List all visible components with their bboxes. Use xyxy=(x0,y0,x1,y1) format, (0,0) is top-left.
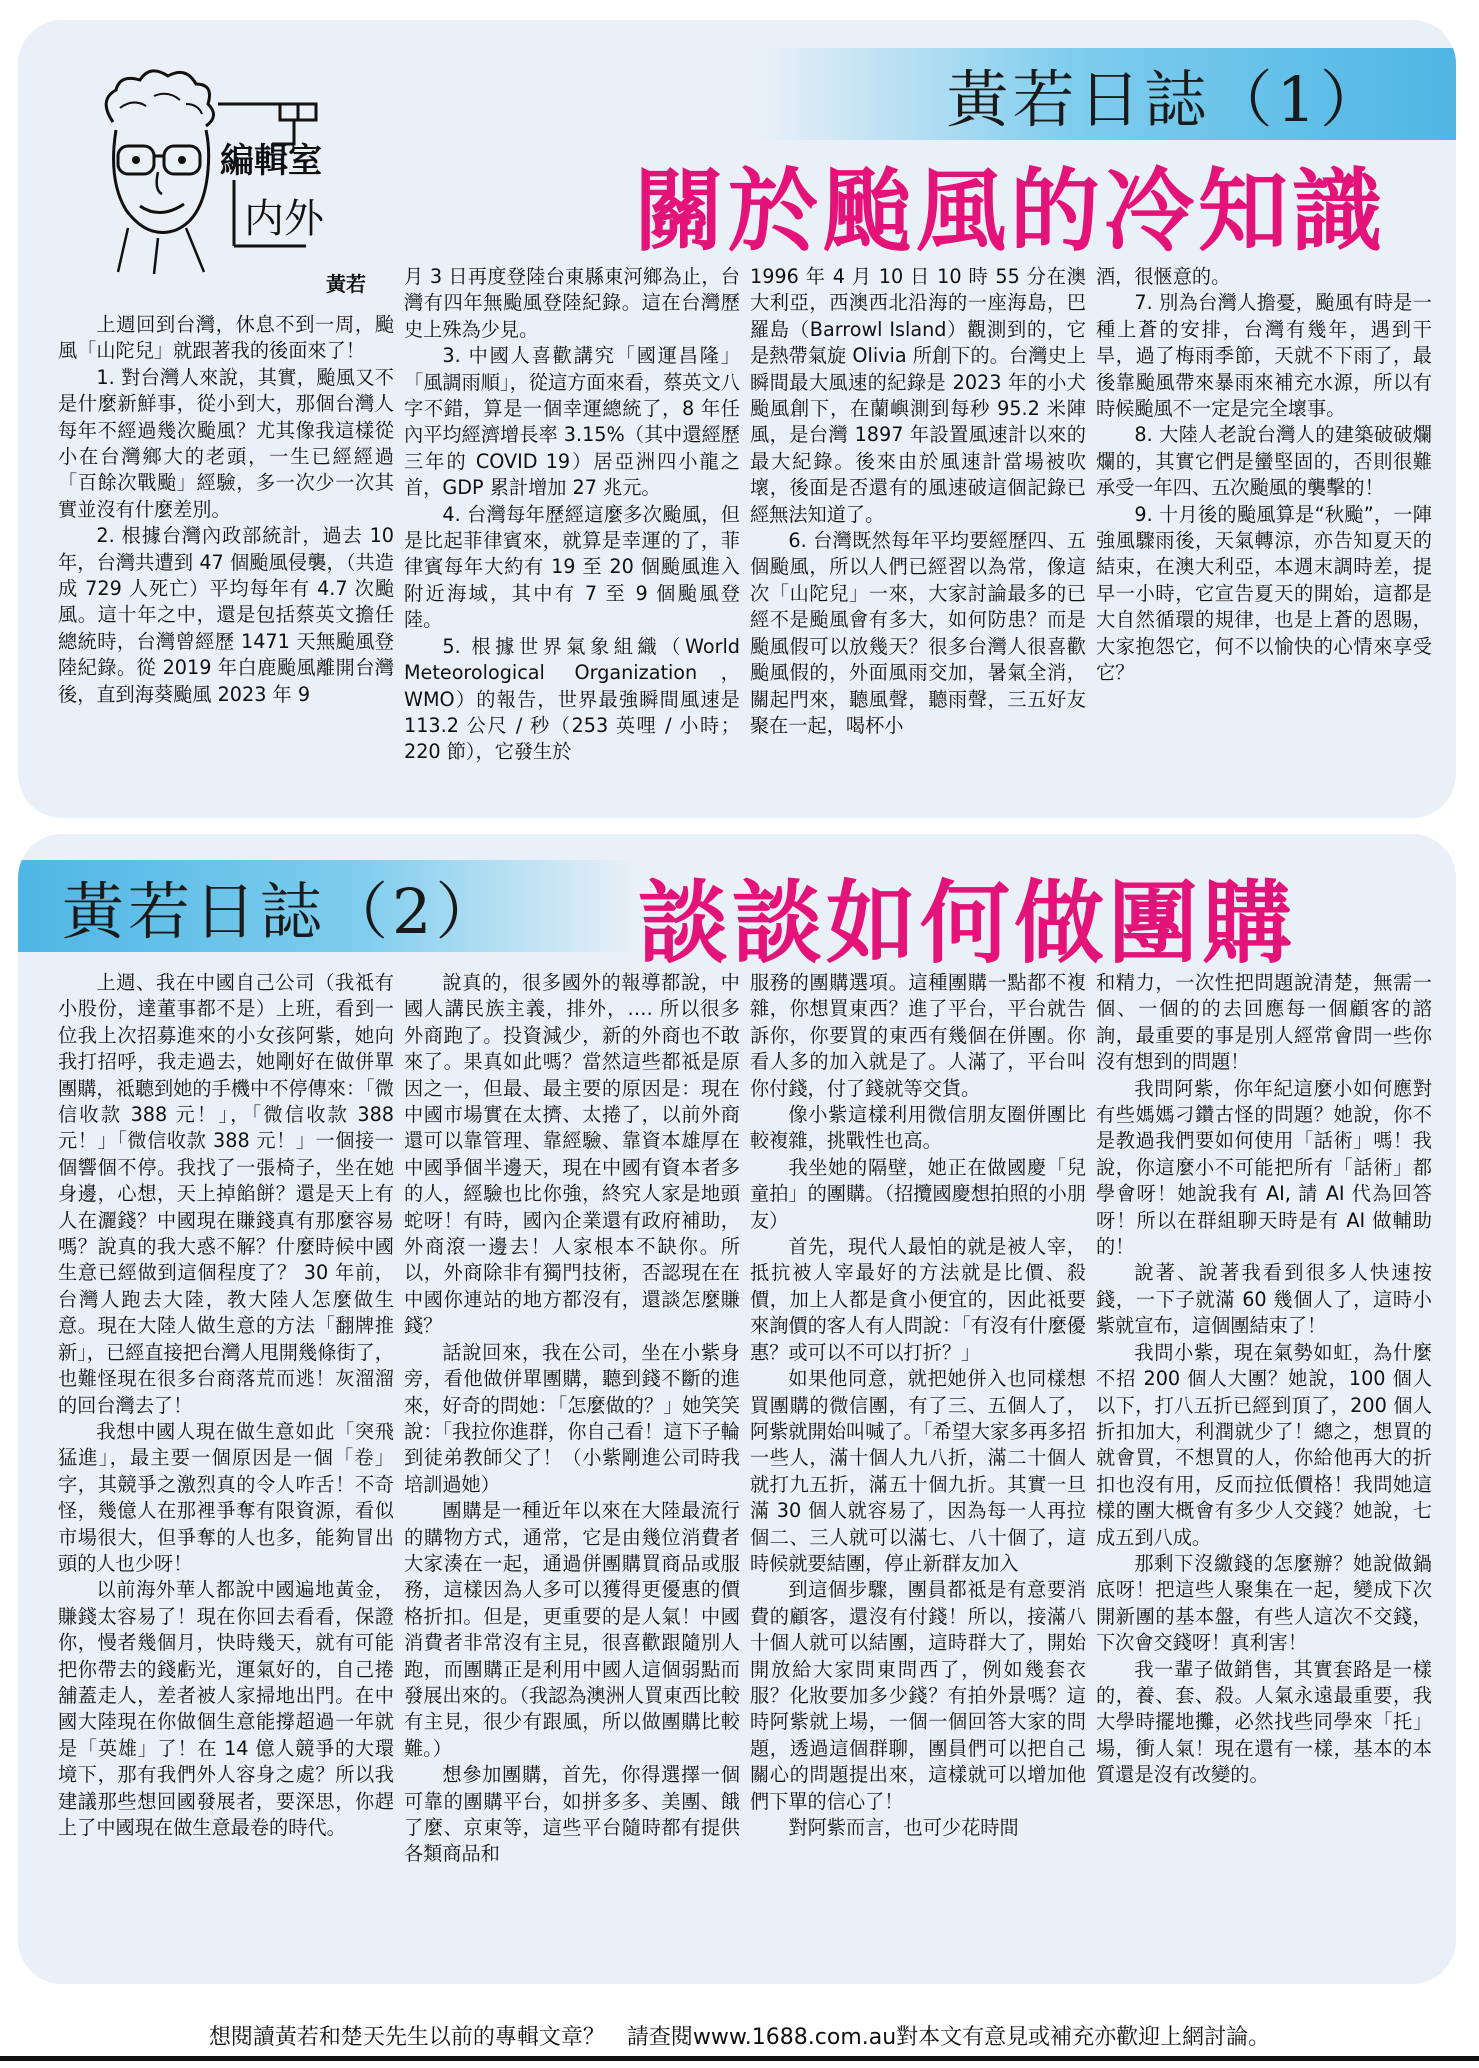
paragraph: 4. 台灣每年歷經這麼多次颱風，但是比起菲律賓來，就算是幸運的了，菲律賓每年大約有 19 至 20 個颱風進入附近海域，其中有 7 至 9 個颱風登陸。 xyxy=(404,502,740,632)
paragraph: 我問小紫，現在氣勢如虹，為什麼不招 200 個人大團？她說，100 個人以下，打八五折已經到頂了，200 個人折扣加大，利潤就少了！總之，想買的就會買，不想買的人，你給他再大的折扣也沒有用，反而拉低價格！我問她這樣的團大概會有多少人交錢？她說，七成五到八成。 xyxy=(1096,1340,1432,1549)
paragraph: 8. 大陸人老說台灣人的建築破破爛爛的，其實它們是蠻堅固的，否則很難承受一年四、五次颱風的襲擊的！ xyxy=(1096,423,1432,500)
paragraph: 那剩下沒繳錢的怎麼辦？她說做鍋底呀！把這些人聚集在一起，變成下次開新團的基本盤，有些人這次不交錢，下次會交錢呀！真利害！ xyxy=(1096,1551,1432,1655)
article-1-panel xyxy=(18,20,1456,818)
article-2-series-title: 黃若日誌（2） xyxy=(18,860,638,952)
article-2-panel xyxy=(18,834,1456,1984)
paragraph: 我一輩子做銷售，其實套路是一樣的，養、套、殺。人氣永遠最重要，我大學時擺地攤，必然找些同學來「托」場，衝人氣！現在還有一樣，基本的本質還是沒有改變的。 xyxy=(1096,1657,1432,1787)
paragraph: 我問阿紫，你年紀這麼小如何應對有些媽媽刁鑽古怪的問題？她說，你不是教過我們要如何使用「話術」嗎！我說，你這麼小不可能把所有「話術」都學會呀！她說我有 AI, 請 AI 代為回答呀！所以在群組聊天時是有 AI 做輔助的！ xyxy=(1096,1076,1432,1259)
paragraph: 到這個步驟，團員都祗是有意要消費的顧客，還沒有付錢！所以，接滿八十個人就可以結團，這時群大了，開始開放給大家問東問西了，例如幾套衣服？化妝要加多少錢？有拍外景嗎？這時阿紫就上場，一個一個回答大家的問題，透過這個群聊，團員們可以把自己關心的問題提出來，這樣就可以增加他們下單的信心了！ xyxy=(750,1578,1086,1813)
paragraph: 服務的團購選項。這種團購一點都不複雜，你想買東西？進了平台，平台就告訴你，你要買的東西有幾個在併團。你看人多的加入就是了。人滿了，平台叫你付錢，付了錢就等交貨。 xyxy=(750,971,1086,1100)
paragraph: 1. 對台灣人來說，其實，颱風又不是什麼新鮮事，從小到大，那個台灣人每年不經過幾次颱風？尤其像我這樣從小在台灣鄉大的老頭，一生已經經過「百餘次戰颱」經驗，多一次少一次其實並沒有什麼差別。 xyxy=(58,365,394,521)
footer-note: 想閱讀黃若和楚天先生以前的專輯文章？ 請查閱www.1688.com.au對本文有意見或補充亦歡迎上網討論。 xyxy=(208,2025,1271,2050)
paragraph: 3. 中國人喜歡講究「國運昌隆」「風調雨順」，從這方面來看，蔡英文八字不錯，算是一個幸運總統了，8 年任內平均經濟增長率 3.15%（其中還經歷三年的 COVID 19）居亞洲四小龍之首，GDP 累計增加 27 兆元。 xyxy=(404,344,740,500)
paragraph: 9. 十月後的颱風算是“秋颱”，一陣強風驟雨後，天氣轉涼，亦告知夏天的結束，在澳大利亞，本週末調時差，提早一小時，它宣告夏天的開始，這都是大自然循環的規律，也是上蒼的恩賜，大家抱怨它，何不以愉快的心情來享受它？ xyxy=(1096,502,1432,685)
paragraph: 7. 別為台灣人擔憂，颱風有時是一種上蒼的安排，台灣有幾年，遇到干旱，過了梅雨季節，天就不下雨了，最後靠颱風帶來暴雨來補充水源，所以有時候颱風不一定是完全壞事。 xyxy=(1096,291,1432,421)
article-1-column-3 xyxy=(750,264,1086,739)
paragraph: 首先，現代人最怕的就是被人宰，抵抗被人宰最好的方法就是比價、殺價，加上人都是貪小便宜的，因此祗要來詢價的客人有人問說：「有沒有什麼優惠？或可以不可以打折？」 xyxy=(750,1235,1086,1364)
article-1-headline: 關於颱風的冷知識 xyxy=(634,159,1386,264)
paragraph: 5. 根據世界氣象組織（World Meteorological Organization，WMO）的報告，世界最強瞬間風速是 113.2 公尺 / 秒（253 英哩 / 小時；220 節），它發生於 xyxy=(404,634,740,764)
paragraph: 以前海外華人都說中國遍地黃金，賺錢太容易了！現在你回去看看，保證你，慢者幾個月，快時幾天，就有可能把你帶去的錢虧光，運氣好的，自己捲舖蓋走人，差者被人家掃地出門。在中國大陸現在你做個生意能撐超過一年就是「英雄」了！在 14 億人競爭的大環境下，那有我們外人容身之處？所以我建議那些想回國發展者，要深思，你趕上了中國現在做生意最卷的時代。 xyxy=(58,1578,394,1839)
article-2-column-2 xyxy=(404,970,740,1868)
paragraph: 說真的，很多國外的報導都說，中國人講民族主義，排外，…. 所以很多外商跑了。投資減少，新的外商也不敢來了。果真如此嗎？當然這些都祗是原因之一，但最、最主要的原因是：現在中國市場實在太擠、太捲了，以前外商還可以靠管理、靠經驗、靠資本雄厚在中國爭個半邊天，現在中國有資本者多的人，經驗也比你強，終究人家是地頭蛇呀！有時，國內企業還有政府補助，外商滾一邊去！人家根本不缺你。所以，外商除非有獨門技術，否認現在在中國你連站的地方都沒有，還談怎麼賺錢？ xyxy=(404,971,740,1338)
paragraph: 6. 台灣既然每年平均要經歷四、五個颱風，所以人們已經習以為常，像這次「山陀兒」一來，大家討論最多的已經不是颱風會有多大，如何防患？而是颱風假可以放幾天？很多台灣人很喜歡颱風假的，外面風雨交加，暑氣全消，關起門來，聽風聲，聽雨聲，三五好友聚在一起，喝杯小 xyxy=(750,529,1086,737)
svg-text:編輯室: 編輯室 xyxy=(220,141,322,181)
paragraph: 上週、我在中國自己公司（我祗有小股份，達董事都不是）上班，看到一位我上次招募進來的小女孩阿紫，她向我打招呼，我走過去，她剛好在做併單團購，祗聽到她的手機中不停傳來：「微信收款 388 元！」，「微信收款 388 元！」「微信收款 388 元！」一個接一個響個不停。我找了一張椅子，坐在她身邊，心想，天上掉餡餅？還是天上有人在灑錢？中國現在賺錢真有那麼容易嗎？說真的我大惑不解？什麼時候中國生意已經做到這個程度了？ 30 年前，台灣人跑去大陸，教大陸人怎麼做生意。現在大陸人做生意的方法「翻牌推新」，已經直接把台灣人甩開幾條街了，也難怪現在很多台商落荒而逃！灰溜溜的回台灣去了！ xyxy=(58,971,394,1417)
paragraph: 說著、說著我看到很多人快速按錢，一下子就滿 60 幾個人了，這時小紫就宣布，這個團結束了！ xyxy=(1096,1261,1432,1338)
paragraph: 1996 年 4 月 10 日 10 時 55 分在澳大利亞，西澳西北沿海的一座海島，巴羅島（Barrowl Island）觀測到的，它是熱帶氣旋 Olivia 所創下的。台灣史上瞬間最大風速的紀錄是 2023 年的小犬颱風創下，在蘭嶼測到每秒 95.2 米陣風，是台灣 1897 年設置風速計以來的最大紀錄。後來由於風速計當場被吹壞，後面是否還有的風速破這個記錄已經無法知道了。 xyxy=(750,265,1086,526)
paragraph: 對阿紫而言，也可少花時間 xyxy=(788,1816,1019,1839)
article-1-column-4 xyxy=(1096,264,1432,687)
article-1-series-title: 黃若日誌（1） xyxy=(756,48,1456,140)
article-1-column-1 xyxy=(58,312,394,708)
article-2-headline: 談談如何做團購 xyxy=(638,871,1296,976)
paragraph: 月 3 日再度登陸台東縣東河鄉為止，台灣有四年無颱風登陸紀錄。這在台灣歷史上殊為少見。 xyxy=(404,265,740,341)
paragraph: 我想中國人現在做生意如此「突飛猛進」，最主要一個原因是一個「卷」字，其競爭之激烈真的令人咋舌！不奇怪，幾億人在那裡爭奪有限資源，看似市場很大，但爭奪的人也多，能夠冒出頭的人也少呀！ xyxy=(58,1419,394,1575)
paragraph: 我坐她的隔壁，她正在做國慶「兒童拍」的團購。（招攬國慶想拍照的小朋友） xyxy=(750,1155,1086,1232)
article-2-column-3 xyxy=(750,970,1086,1841)
footer-rule xyxy=(0,2056,1479,2061)
svg-text:内外: 内外 xyxy=(244,196,324,242)
paragraph: 想參加團購，首先，你得選擇一個可靠的團購平台，如拼多多、美團、餓了麼、京東等，這些平台隨時都有提供各類商品和 xyxy=(404,1763,740,1866)
paragraph: 酒，很愜意的。 xyxy=(1096,265,1231,288)
paragraph: 團購是一種近年以來在大陸最流行的購物方式，通常，它是由幾位消費者大家湊在一起，通過併團購買商品或服務，這樣因為人多可以獲得更優惠的價格折扣。但是，更重要的是人氣！中國消費者非常沒有主見，很喜歡跟隨別人跑，而團購正是利用中國人這個弱點而發展出來的。（我認為澳洲人買東西比較有主見，很少有跟風，所以做團購比較難。） xyxy=(404,1499,740,1760)
paragraph: 像小紫這樣利用微信朋友圈併團比較複雜，挑戰性也高。 xyxy=(750,1103,1086,1153)
paragraph: 上週回到台灣，休息不到一周，颱風「山陀兒」就跟著我的後面來了！ xyxy=(58,313,394,363)
paragraph: 如果他同意，就把她併入也同樣想買團購的微信團，有了三、五個人了，阿紫就開始叫喊了。「希望大家多再多招一些人，滿十個人九八折，滿二十個人就打九五折，滿五十個九折。其實一旦滿 30 個人就容易了，因為每一人再拉個二、三人就可以滿七、八十個了，這時候就要結團，停止新群友加入 xyxy=(750,1367,1086,1575)
article-1-column-2 xyxy=(404,264,740,766)
paragraph: 和精力，一次性把問題說清楚，無需一個、一個的的去回應每一個顧客的諮詢，最重要的事是別人經常會問一些你沒有想到的問題！ xyxy=(1096,971,1432,1074)
article-1-author: 黃若 xyxy=(326,272,366,296)
paragraph: 2. 根據台灣內政部統計，過去 10 年，台灣共遭到 47 個颱風侵襲，（共造成 729 人死亡）平均每年有 4.7 次颱風。這十年之中，還是包括蔡英文擔任總統時，台灣曾經歷 1471 天無颱風登陸紀錄。從 2019 年白鹿颱風離開台灣後，直到海葵颱風 2023 年 9 xyxy=(58,524,394,706)
paragraph: 話說回來，我在公司，坐在小紫身旁，看他做併單團購，聽到錢不斷的進來，好奇的問她：「怎麼做的？」她笑笑說：「我拉你進群，你自己看！這下子輪到徒弟教師父了！（小紫剛進公司時我培訓過她） xyxy=(404,1340,740,1496)
article-2-column-1 xyxy=(58,970,394,1841)
article-2-column-4 xyxy=(1096,970,1432,1789)
